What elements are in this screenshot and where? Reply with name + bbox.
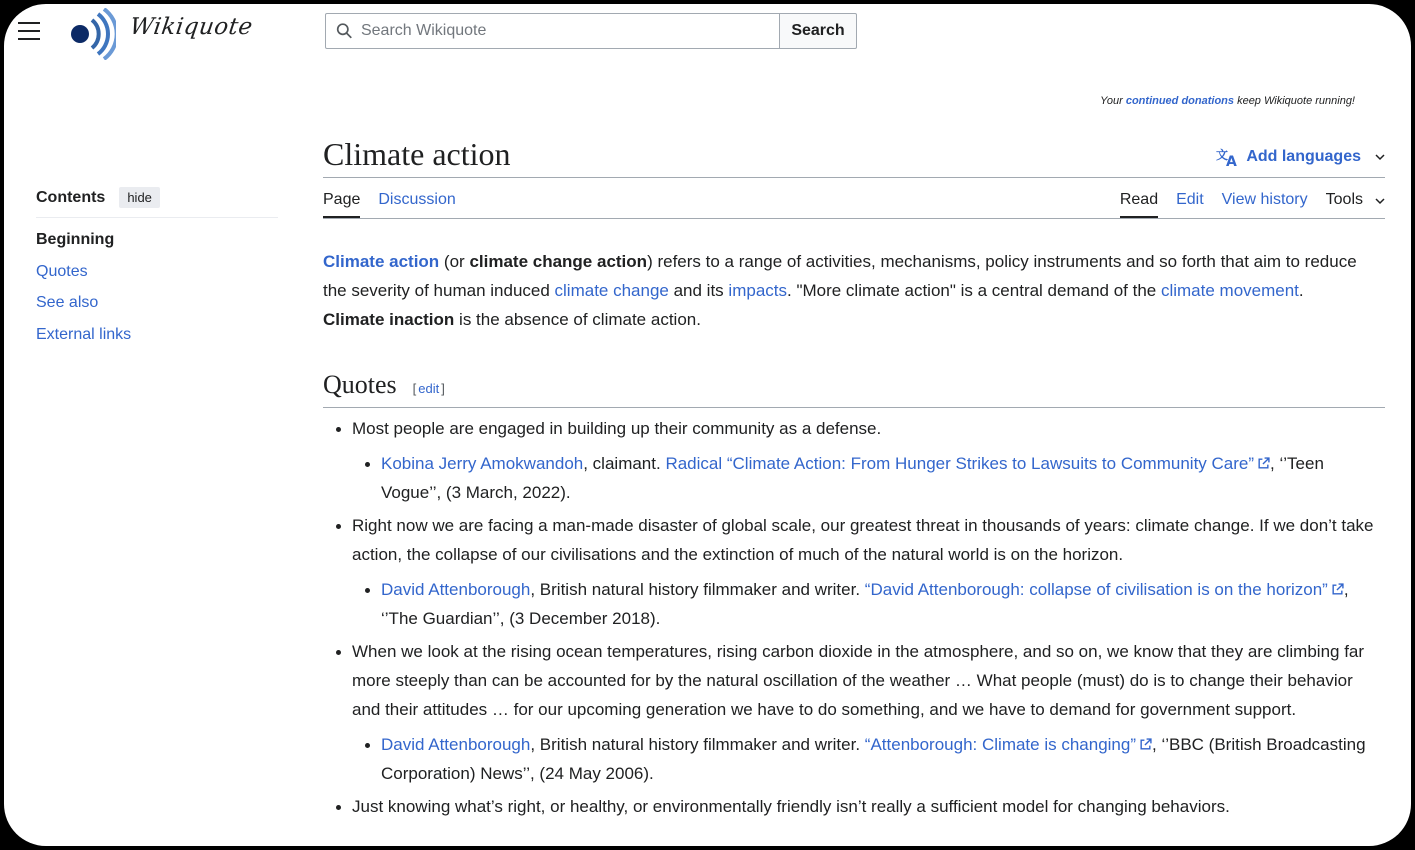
search-field[interactable]	[325, 13, 780, 49]
section-title: Quotes	[323, 370, 397, 399]
edit-bracket: ]	[441, 381, 445, 396]
list-item	[323, 792, 1385, 821]
quote-text: Just knowing what’s right, or healthy, or environmentally friendly isn’t really a sufficient model for changing behaviors.	[352, 797, 1230, 816]
attribution-text: , claimant.	[583, 454, 666, 473]
search-input[interactable]	[361, 22, 779, 40]
toc-item-external-links[interactable]: External links	[36, 325, 132, 343]
chevron-down-icon	[1375, 198, 1385, 205]
intro-text: ) refers to a range of activities, mechanisms, policy instruments and so forth that aim to reduce the severity of human induced	[323, 252, 1357, 300]
tab-page[interactable]: Page	[323, 178, 360, 218]
tab-edit[interactable]: Edit	[1176, 191, 1204, 208]
attribution-text: , ‘’Teen Vogue’’, (3 March, 2022).	[381, 454, 1324, 502]
wordmark[interactable]: Wikiquote	[128, 14, 255, 40]
tab-discussion[interactable]: Discussion	[378, 191, 456, 208]
external-link-icon	[1139, 738, 1152, 751]
attribution-text: , British natural history filmmaker and writer.	[530, 580, 865, 599]
donations-link[interactable]: continued donations	[1125, 95, 1235, 107]
intro-link-impacts[interactable]: impacts	[728, 281, 787, 300]
browser-viewport	[4, 4, 1411, 846]
toc-title: Contents	[36, 188, 106, 206]
intro-text: (or	[439, 252, 470, 271]
site-notice	[1100, 95, 1355, 107]
search-form	[325, 13, 857, 49]
quote-attribution	[352, 575, 1385, 633]
svg-text:文: 文	[1216, 148, 1229, 162]
author-link[interactable]: Kobina Jerry Amokwandoh	[381, 454, 584, 473]
wikiquote-logo-icon[interactable]	[66, 8, 116, 60]
site-notice-suffix: keep Wikiquote running!	[1234, 95, 1355, 107]
intro-link-climate-action[interactable]: Climate action	[323, 252, 440, 271]
quote-text: When we look at the rising ocean temperatures, rising carbon dioxide in the atmosphere, and so on, we know that they are climbing far more steeply than can be accounted for by the natural oscillation of the weather … What people (must) do is to change their behavior and their attitudes … for our upcoming generation we have to do something, and we have to demand for government support.	[352, 642, 1365, 719]
main-menu-icon[interactable]	[18, 22, 40, 40]
author-link[interactable]: David Attenborough	[381, 735, 531, 754]
intro-text: . "More climate action" is a central demand of the	[787, 281, 1161, 300]
list-item	[323, 637, 1385, 788]
tab-view-history[interactable]: View history	[1221, 191, 1308, 208]
table-of-contents	[36, 187, 278, 357]
toc-item-beginning[interactable]: Beginning	[36, 231, 115, 248]
author-link[interactable]: David Attenborough	[381, 580, 531, 599]
external-link-icon	[1331, 583, 1344, 596]
site-notice-prefix: Your	[1100, 95, 1126, 107]
list-item	[323, 414, 1385, 507]
list-item	[323, 511, 1385, 633]
source-link[interactable]: “Attenborough: Climate is changing”	[864, 735, 1136, 754]
add-languages-button[interactable]	[1216, 147, 1385, 167]
add-languages-label: Add languages	[1246, 148, 1361, 165]
toc-item-see-also[interactable]: See also	[36, 294, 99, 311]
toc-item-quotes[interactable]: Quotes	[36, 262, 88, 280]
chevron-down-icon	[1375, 154, 1385, 161]
attribution-text: , British natural history filmmaker and writer.	[530, 735, 865, 754]
section-edit	[413, 374, 445, 403]
attribution-text: , ‘’The Guardian’’, (3 December 2018).	[381, 580, 1349, 628]
language-icon	[1216, 147, 1240, 167]
intro-text: and its	[668, 281, 729, 300]
intro-link-climate-movement[interactable]: climate movement	[1160, 281, 1299, 300]
main-content	[323, 134, 1385, 821]
tab-read[interactable]: Read	[1120, 178, 1158, 218]
page-tabs	[323, 178, 1385, 219]
page-title: Climate action	[323, 136, 511, 172]
source-link[interactable]: Radical “Climate Action: From Hunger Strikes to Lawsuits to Community Care”	[665, 454, 1255, 473]
svg-text:A: A	[1226, 154, 1238, 167]
quote-text: Right now we are facing a man-made disaster of global scale, our greatest threat in thousands of years: climate change. If we don’t take action, the collapse of our civilisations and the extinction of much of the natural world is on the horizon.	[352, 516, 1374, 564]
source-link[interactable]: “David Attenborough: collapse of civilisation is on the horizon”	[864, 580, 1328, 599]
attribution-text: , ‘’BBC (British Broadcasting Corporation) News’’, (24 May 2006).	[381, 735, 1366, 783]
search-button[interactable]: Search	[780, 13, 857, 49]
quote-text: Most people are engaged in building up their community as a defense.	[352, 419, 882, 438]
quote-attribution	[352, 730, 1385, 788]
quote-attribution	[352, 449, 1385, 507]
intro-bold: Climate inaction	[323, 310, 455, 329]
intro-paragraph	[323, 247, 1363, 334]
intro-text: .	[1298, 281, 1304, 300]
edit-bracket: [	[412, 381, 417, 396]
intro-bold: climate change action	[469, 252, 648, 271]
intro-link-climate-change[interactable]: climate change	[554, 281, 669, 300]
section-heading-quotes	[323, 370, 1385, 408]
search-icon	[336, 22, 353, 40]
tab-tools-label: Tools	[1325, 191, 1363, 208]
external-link-icon	[1257, 457, 1270, 470]
intro-text: is the absence of climate action.	[454, 310, 701, 329]
toc-hide-button[interactable]: hide	[119, 187, 160, 208]
quotes-list	[323, 414, 1385, 821]
tab-tools[interactable]	[1326, 178, 1385, 218]
section-edit-link[interactable]: edit	[418, 381, 440, 396]
